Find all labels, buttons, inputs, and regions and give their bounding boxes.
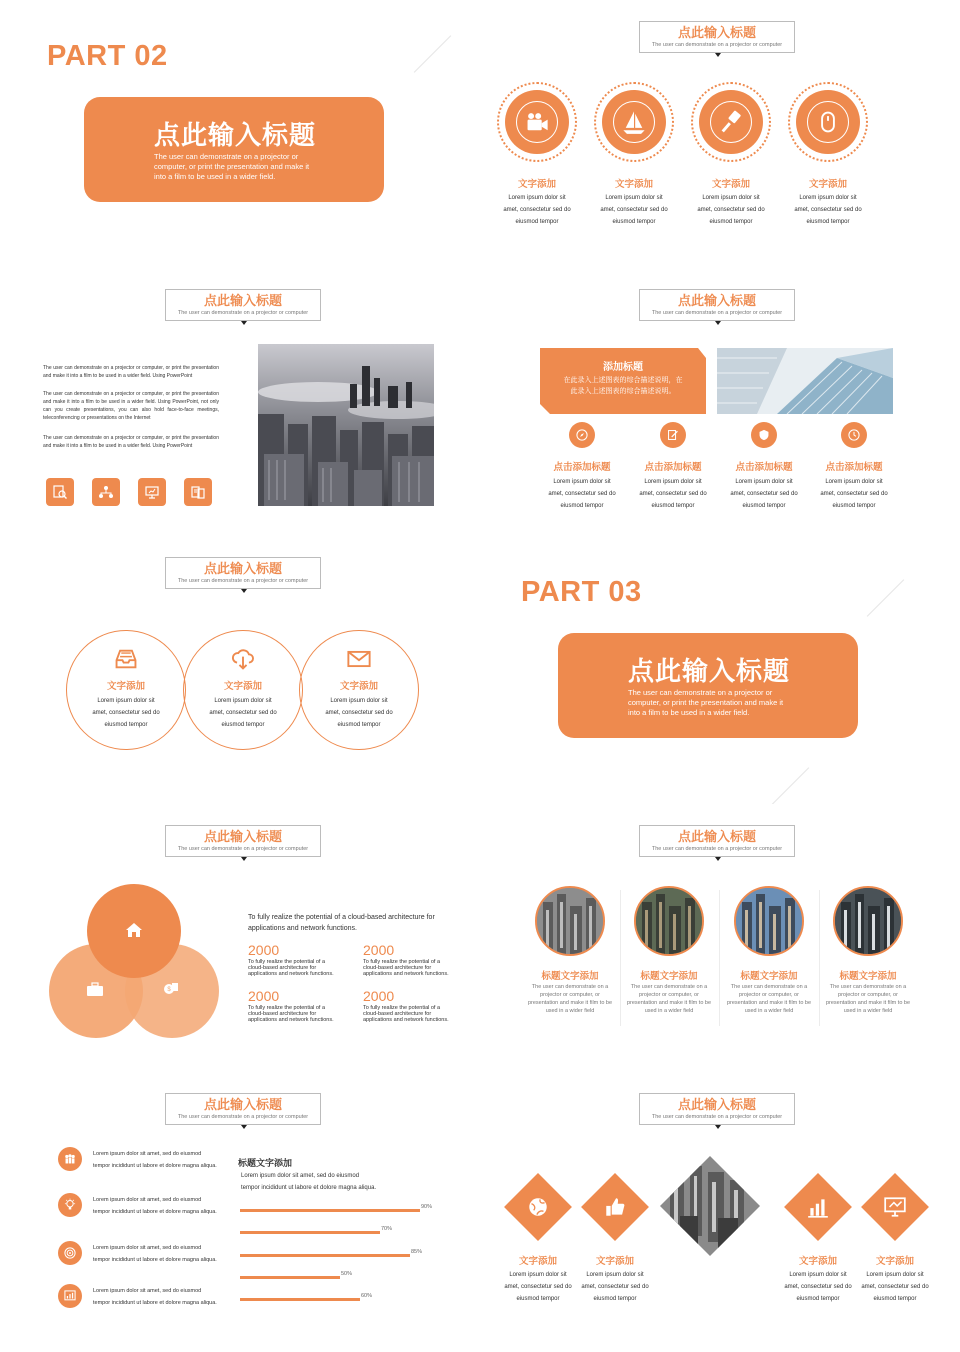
icon-circle <box>505 90 569 154</box>
paragraph-1: The user can demonstrate on a projector or computer, or print the presentation and make it into a film to be used in a wider field. Using PowerPoint <box>43 365 219 379</box>
stat-text: To fully realize the potential of a cloud-based architecture for applications and network functions. <box>248 959 334 977</box>
org-chart-icon <box>92 478 120 506</box>
stat-number: 2000 <box>363 942 395 958</box>
slide-header-title: 点此输入标题 <box>677 25 756 40</box>
slide-header-subtitle: The user can demonstrate on a projector or computer <box>177 578 309 584</box>
progress-title: 标题文字添加 <box>238 1158 293 1168</box>
paragraph-3: The user can demonstrate on a projector or computer, or print the presentation and make it into a film to be used in a wider field. Using PowerPoint <box>43 435 219 449</box>
item-text-line-1: Lorem ipsum dolor sit <box>605 195 663 201</box>
icon-circle <box>796 90 860 154</box>
slide-header <box>165 289 321 321</box>
list-icon-circle <box>58 1241 82 1265</box>
slide-header <box>639 1093 795 1125</box>
lightbulb-icon <box>63 1198 77 1212</box>
item-text-line-2: amet, consectetur sed do <box>730 491 798 497</box>
item-text-line-3: eiusmod tempor <box>806 219 850 225</box>
list-text-line-2: tempor incididunt ut labore et dolore magna aliqua. <box>93 1163 217 1169</box>
photo-circle <box>833 886 903 956</box>
item-text-line-1: Lorem ipsum dolor sit <box>789 1272 847 1278</box>
stat-number: 2000 <box>363 988 395 1004</box>
item-label: 标题文字添加 <box>839 971 897 982</box>
progress-desc-2: tempor incididunt ut labore et dolore magna aliqua. <box>241 1185 377 1191</box>
item-text-line-2: amet, consectetur sed do <box>92 710 160 716</box>
title-card-text: The user can demonstrate on a projector or computer, or print the presentation and make it into a film to be used in a wider field. <box>628 688 784 717</box>
column-divider <box>719 890 720 1026</box>
list-text-line-1: Lorem ipsum dolor sit amet, sed do eiusmod <box>93 1197 202 1203</box>
item-label: 文字添加 <box>106 681 145 692</box>
slide-box-photo <box>480 268 960 536</box>
list-text-line-1: Lorem ipsum dolor sit amet, sed do eiusmod <box>93 1288 202 1294</box>
progress-label: 90% <box>421 1204 433 1210</box>
clock-icon <box>847 428 861 442</box>
item-text: The user can demonstrate on a projector or computer, or presentation and make it film to be used in a wider field <box>626 984 712 1014</box>
venn-intro: To fully realize the potential of a cloud-based architecture for applications and network functions. <box>248 914 435 932</box>
item-text-line-2: amet, consectetur sed do <box>325 710 393 716</box>
item-text-line-3: eiusmod tempor <box>515 219 559 225</box>
home-icon <box>125 922 143 938</box>
title-card-heading: 点此输入标题 <box>154 120 317 150</box>
progress-bar <box>240 1254 410 1257</box>
stat-text: To fully realize the potential of a cloud-based architecture for applications and network functions. <box>248 1005 334 1023</box>
slide-header <box>639 21 795 53</box>
header-pointer <box>715 1125 721 1129</box>
slide-header <box>165 825 321 857</box>
item-text-line-3: eiusmod tempor <box>593 1296 637 1302</box>
header-pointer <box>241 1125 247 1129</box>
part-heading: PART 02 <box>47 40 168 72</box>
item-label: 标题文字添加 <box>640 971 698 982</box>
item-text-line-2: amet, consectetur sed do <box>548 491 616 497</box>
progress-bar <box>240 1298 360 1301</box>
envelope-icon <box>346 646 372 672</box>
item-text-line-2: amet, consectetur sed do <box>600 207 668 213</box>
photo-circle <box>734 886 804 956</box>
list-text-line-2: tempor incididunt ut labore et dolore magna aliqua. <box>93 1209 217 1215</box>
item-label: 文字添加 <box>223 681 262 692</box>
list-text-line-1: Lorem ipsum dolor sit amet, sed do eiusmod <box>93 1245 202 1251</box>
item-text-line-1: Lorem ipsum dolor sit <box>866 1272 924 1278</box>
icon-circle <box>660 422 686 448</box>
bar-chart-icon <box>806 1195 830 1219</box>
item-label: 点击添加标题 <box>644 462 702 473</box>
item-text-line-2: amet, consectetur sed do <box>861 1284 929 1290</box>
slide-part-02 <box>0 0 480 268</box>
slide-three-rings <box>0 536 480 804</box>
slide-header-subtitle: The user can demonstrate on a projector or computer <box>651 846 783 852</box>
slide-text-photo <box>0 268 480 536</box>
glass-building-photo <box>717 348 893 414</box>
item-text-line-2: amet, consectetur sed do <box>794 207 862 213</box>
item-text-line-1: Lorem ipsum dolor sit <box>508 195 566 201</box>
item-text-line-3: eiusmod tempor <box>560 503 604 509</box>
item-text-line-1: Lorem ipsum dolor sit <box>97 698 155 704</box>
list-icon-circle <box>58 1147 82 1171</box>
header-pointer <box>241 589 247 593</box>
briefcase-icon <box>86 982 104 997</box>
stat-number: 2000 <box>248 942 280 958</box>
item-label: 文字添加 <box>339 681 378 692</box>
slide-header-subtitle: The user can demonstrate on a projector or computer <box>177 846 309 852</box>
item-text-line-1: Lorem ipsum dolor sit <box>702 195 760 201</box>
slide-venn <box>0 804 480 1072</box>
slide-header-title: 点此输入标题 <box>677 293 756 308</box>
item-text-line-1: Lorem ipsum dolor sit <box>553 479 611 485</box>
progress-label: 50% <box>341 1271 353 1277</box>
item-text-line-3: eiusmod tempor <box>104 722 148 728</box>
item-text-line-1: Lorem ipsum dolor sit <box>509 1272 567 1278</box>
documents-icon <box>184 478 212 506</box>
video-camera-icon <box>516 101 558 143</box>
stat-text: To fully realize the potential of a cloud-based architecture for applications and network functions. <box>363 1005 449 1023</box>
slide-header-title: 点此输入标题 <box>203 561 282 576</box>
svg-text:$: $ <box>167 987 171 993</box>
item-text: The user can demonstrate on a projector or computer, or presentation and make it film to be used in a wider field <box>825 984 911 1014</box>
title-card <box>84 97 384 202</box>
item-label: 文字添加 <box>595 1256 634 1267</box>
item-text-line-1: Lorem ipsum dolor sit <box>586 1272 644 1278</box>
item-text-line-1: Lorem ipsum dolor sit <box>825 479 883 485</box>
title-card-heading: 点此输入标题 <box>628 656 791 686</box>
item-label: 文字添加 <box>517 179 556 190</box>
item-text-line-1: Lorem ipsum dolor sit <box>330 698 388 704</box>
item-text-line-3: eiusmod tempor <box>796 1296 840 1302</box>
globe-icon <box>526 1195 550 1219</box>
column-divider <box>620 890 621 1026</box>
slide-diamonds <box>480 1072 960 1352</box>
presentation-board-icon <box>138 478 166 506</box>
item-label: 点击添加标题 <box>735 462 793 473</box>
icon-circle <box>602 90 666 154</box>
item-text-line-2: amet, consectetur sed do <box>503 207 571 213</box>
list-text-line-2: tempor incididunt ut labore et dolore magna aliqua. <box>93 1257 217 1263</box>
progress-label: 60% <box>361 1293 373 1299</box>
item-label: 文字添加 <box>711 179 750 190</box>
item-label: 文字添加 <box>518 1256 557 1267</box>
item-label: 点击添加标题 <box>825 462 883 473</box>
slide-header-subtitle: The user can demonstrate on a projector or computer <box>651 42 783 48</box>
item-text-line-2: amet, consectetur sed do <box>209 710 277 716</box>
item-text-line-2: amet, consectetur sed do <box>820 491 888 497</box>
item-text-line-1: Lorem ipsum dolor sit <box>799 195 857 201</box>
slide-header-title: 点此输入标题 <box>203 1097 282 1112</box>
decorative-line <box>414 35 451 72</box>
slide-progress <box>0 1072 480 1352</box>
item-text-line-2: amet, consectetur sed do <box>784 1284 852 1290</box>
slide-header-title: 点此输入标题 <box>677 1097 756 1112</box>
list-icon-circle <box>58 1193 82 1217</box>
item-text-line-3: eiusmod tempor <box>832 503 876 509</box>
team-icon <box>63 1152 77 1166</box>
item-text-line-2: amet, consectetur sed do <box>504 1284 572 1290</box>
slide-header-subtitle: The user can demonstrate on a projector or computer <box>651 1114 783 1120</box>
slide-photo-circles <box>480 804 960 1072</box>
item-label: 点击添加标题 <box>553 462 611 473</box>
item-text-line-3: eiusmod tempor <box>709 219 753 225</box>
monitor-icon <box>883 1195 907 1219</box>
description-box-title: 添加标题 <box>603 362 643 373</box>
description-box-line-1: 在此录入上述图表的综合描述说明，在 <box>563 377 683 384</box>
item-text-line-1: Lorem ipsum dolor sit <box>735 479 793 485</box>
column-divider <box>819 890 820 1026</box>
item-label: 标题文字添加 <box>740 971 798 982</box>
progress-bar <box>240 1231 380 1234</box>
item-text: The user can demonstrate on a projector or computer, or presentation and make it film to be used in a wider field <box>726 984 812 1014</box>
stat-text: To fully realize the potential of a cloud-based architecture for applications and network functions. <box>363 959 449 977</box>
slide-header <box>639 825 795 857</box>
header-pointer <box>241 857 247 861</box>
item-label: 文字添加 <box>808 179 847 190</box>
slide-header-subtitle: The user can demonstrate on a projector or computer <box>651 310 783 316</box>
paragraph-2: The user can demonstrate on a projector or computer, or print the presentation and make it into a film to be used in a wider field. Using PowerPoint, not only can you create presentations, you can also hold face-to-face meetings, teleconferencing or presentations on the Internet <box>43 391 219 421</box>
slide-icon-circles <box>480 0 960 268</box>
slide-part-03 <box>480 536 960 804</box>
list-text-line-1: Lorem ipsum dolor sit amet, sed do eiusmod <box>93 1151 202 1157</box>
item-text: The user can demonstrate on a projector or computer, or presentation and make it film to be used in a wider field <box>527 984 613 1014</box>
slide-header-title: 点此输入标题 <box>677 829 756 844</box>
item-text-line-3: eiusmod tempor <box>337 722 381 728</box>
header-pointer <box>241 321 247 325</box>
money-icon <box>163 980 179 996</box>
slide-header-title: 点此输入标题 <box>203 829 282 844</box>
chart-icon <box>63 1289 77 1303</box>
inbox-icon <box>113 646 139 672</box>
decorative-line <box>772 767 809 804</box>
thumbs-up-icon <box>603 1195 627 1219</box>
icon-circle <box>841 422 867 448</box>
paintbrush-icon <box>710 101 752 143</box>
icon-circle <box>569 422 595 448</box>
item-text-line-1: Lorem ipsum dolor sit <box>214 698 272 704</box>
progress-bar <box>240 1209 420 1212</box>
compass-icon <box>575 428 589 442</box>
item-text-line-3: eiusmod tempor <box>651 503 695 509</box>
search-document-icon <box>46 478 74 506</box>
item-text-line-3: eiusmod tempor <box>612 219 656 225</box>
part-heading: PART 03 <box>521 576 642 608</box>
item-text-line-2: amet, consectetur sed do <box>639 491 707 497</box>
item-text-line-2: amet, consectetur sed do <box>697 207 765 213</box>
item-text-line-3: eiusmod tempor <box>742 503 786 509</box>
header-pointer <box>715 857 721 861</box>
city-aerial-photo <box>258 344 434 506</box>
list-text-line-2: tempor incididunt ut labore et dolore magna aliqua. <box>93 1300 217 1306</box>
target-icon <box>63 1246 77 1260</box>
sailboat-icon <box>613 101 655 143</box>
progress-label: 85% <box>411 1249 423 1255</box>
title-card <box>558 633 858 738</box>
progress-desc-1: Lorem ipsum dolor sit amet, sed do eiusmod <box>241 1173 360 1179</box>
mouse-icon <box>807 101 849 143</box>
item-text-line-1: Lorem ipsum dolor sit <box>644 479 702 485</box>
icon-circle <box>751 422 777 448</box>
item-text-line-3: eiusmod tempor <box>516 1296 560 1302</box>
slide-header-subtitle: The user can demonstrate on a projector or computer <box>177 310 309 316</box>
item-label: 文字添加 <box>614 179 653 190</box>
icon-circle <box>699 90 763 154</box>
photo-circle <box>634 886 704 956</box>
progress-bar <box>240 1276 340 1279</box>
item-label: 文字添加 <box>875 1256 914 1267</box>
photo-circle <box>535 886 605 956</box>
slide-header <box>165 1093 321 1125</box>
description-box-line-2: 此录入上述图表的综合描述说明。 <box>570 388 676 395</box>
slide-header-subtitle: The user can demonstrate on a projector or computer <box>177 1114 309 1120</box>
slide-header <box>165 557 321 589</box>
header-pointer <box>715 321 721 325</box>
decorative-line <box>867 579 904 616</box>
cloud-download-icon <box>230 646 256 672</box>
list-icon-circle <box>58 1284 82 1308</box>
city-diamond-photo <box>660 1156 760 1256</box>
progress-label: 70% <box>381 1226 393 1232</box>
item-label: 标题文字添加 <box>541 971 599 982</box>
item-text-line-3: eiusmod tempor <box>873 1296 917 1302</box>
shield-icon <box>757 428 771 442</box>
header-pointer <box>715 53 721 57</box>
item-text-line-3: eiusmod tempor <box>221 722 265 728</box>
description-box <box>540 348 706 414</box>
title-card-text: The user can demonstrate on a projector or computer, or print the presentation and make it into a film to be used in a wider field. <box>154 152 310 181</box>
slide-header-title: 点此输入标题 <box>203 293 282 308</box>
stat-number: 2000 <box>248 988 280 1004</box>
edit-icon <box>666 428 680 442</box>
slide-header <box>639 289 795 321</box>
item-label: 文字添加 <box>798 1256 837 1267</box>
item-text-line-2: amet, consectetur sed do <box>581 1284 649 1290</box>
